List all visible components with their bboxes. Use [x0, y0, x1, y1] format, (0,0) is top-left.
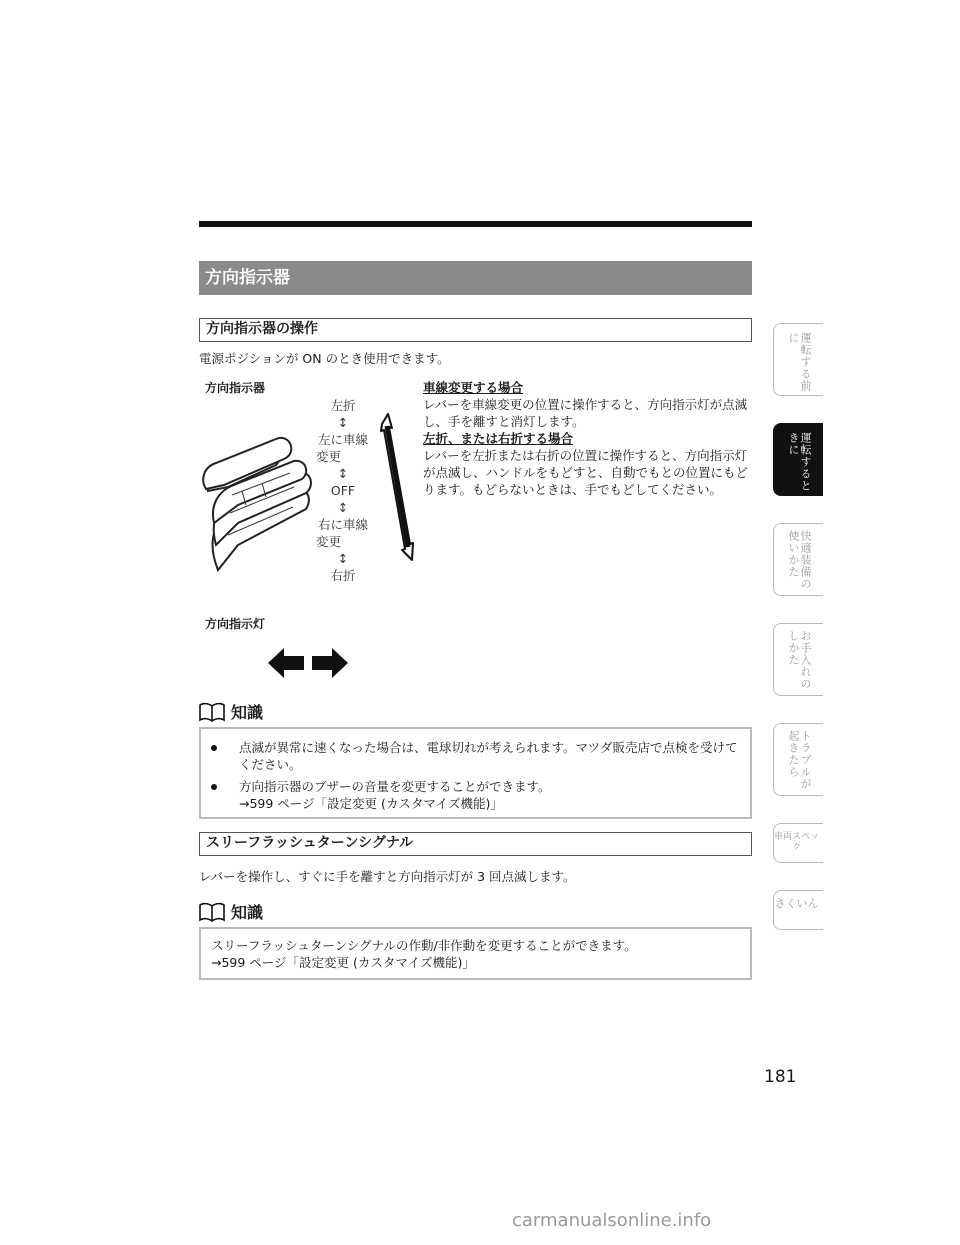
note-heading-text: 知識	[231, 903, 264, 922]
position-right-turn: 右折	[330, 568, 356, 583]
position-arrow: ↕	[337, 551, 349, 566]
right-indicator-arrow-icon	[312, 648, 348, 678]
note-heading-text: 知識	[231, 703, 264, 722]
position-right-lane: 右に車線	[317, 517, 368, 532]
side-tab-maintenance[interactable]: お手入れのしかた	[773, 623, 823, 696]
position-arrow: ↕	[337, 500, 349, 515]
subsection-title-three-flash: スリーフラッシュターンシグナル	[199, 832, 752, 856]
movement-arrow-icon	[376, 412, 420, 562]
figure-label-lever: 方向指示器	[205, 381, 266, 395]
top-rule	[199, 221, 752, 227]
book-icon	[199, 702, 225, 722]
position-arrow: ↕	[337, 415, 349, 430]
position-left-lane: 左に車線	[317, 432, 368, 447]
turn-heading: 左折、または右折する場合	[423, 431, 574, 446]
position-left-lane-2: 変更	[316, 449, 342, 464]
position-left-turn: 左折	[330, 398, 356, 413]
side-tab-comfort-features[interactable]: 快適装備の使いかた	[773, 523, 823, 596]
note-text: スリーフラッシュターンシグナルの作動/非作動を変更することができます。	[211, 938, 637, 953]
side-tab-specifications[interactable]: 車両スペック	[773, 823, 823, 863]
subsection-title-operation: 方向指示器の操作	[199, 318, 752, 342]
lever-position-list	[310, 397, 376, 584]
page-reference: →599 ページ「設定変更 (カスタマイズ機能)」	[239, 796, 503, 811]
three-flash-intro: レバーを操作し、すぐに手を離すと方向指示灯が 3 回点滅します。	[199, 869, 576, 884]
turn-signal-lever-illustration	[198, 395, 318, 580]
position-arrow: ↕	[337, 466, 349, 481]
page-reference: →599 ページ「設定変更 (カスタマイズ機能)」	[211, 955, 475, 970]
note-item: 点滅が異常に速くなった場合は、電球切れが考えられます。マツダ販売店で点検を受けてください。	[201, 739, 740, 773]
note-box-1	[199, 727, 752, 819]
note-heading-1	[199, 700, 263, 723]
section-title: 方向指示器	[199, 261, 752, 295]
lane-change-text: レバーを車線変更の位置に操作すると、方向指示灯が点滅し、手を離すと消灯します。	[423, 397, 748, 429]
position-off: OFF	[330, 483, 356, 498]
position-right-lane-2: 変更	[316, 534, 342, 549]
side-tab-while-driving[interactable]: 運転するときに	[773, 423, 823, 496]
side-tab-troubleshooting[interactable]: トラブルが起きたら	[773, 723, 823, 796]
turn-text: レバーを左折または右折の位置に操作すると、方向指示灯が点滅し、ハンドルをもどすと、自動でもとの位置にもどります。もどらないときは、手でもどしてください。	[423, 448, 749, 497]
note-heading-2	[199, 900, 263, 923]
operation-description	[423, 379, 753, 498]
note-item: 方向指示器のブザーの音量を変更することができます。 →599 ページ「設定変更 (カスタマイズ機能)」	[201, 778, 740, 812]
book-icon	[199, 902, 225, 922]
side-tab-index[interactable]: さくいん	[773, 890, 823, 930]
left-indicator-arrow-icon	[268, 648, 304, 678]
figure-label-lamp: 方向指示灯	[205, 617, 266, 631]
watermark: carmanualsonline.info	[512, 1210, 712, 1231]
side-tab-before-driving[interactable]: 運転する前に	[773, 323, 823, 396]
page-number: 181	[764, 1067, 797, 1087]
lane-change-heading: 車線変更する場合	[423, 380, 524, 395]
note-box-2	[199, 927, 752, 980]
intro-text: 電源ポジションが ON のとき使用できます。	[199, 351, 450, 366]
